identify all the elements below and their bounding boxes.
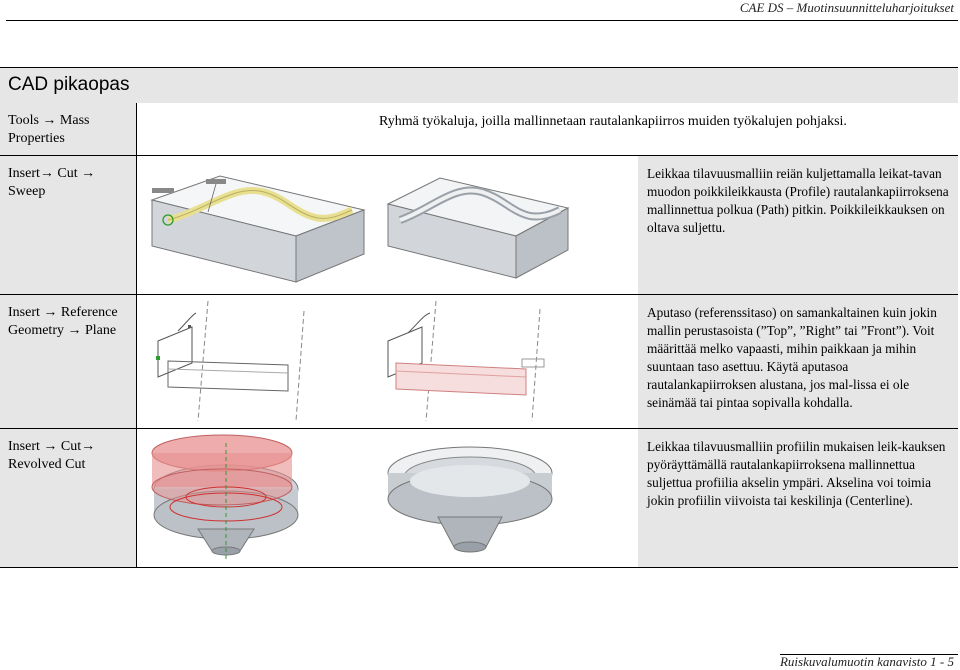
table-row-reference-plane [0, 295, 958, 429]
table-row-sweep-cut [0, 156, 958, 295]
command-cell [0, 156, 137, 294]
command-label: Insert→ Cut → Sweep [8, 166, 96, 199]
description-cell [638, 295, 958, 428]
header-rule [6, 20, 958, 21]
table-row-mass-properties [0, 103, 958, 156]
revolve-sketch-figure [148, 433, 306, 563]
description-text: Leikkaa tilavuusmalliin profiilin mukaisen leik-kauksen pyöräyttämällä rautalankapiirroksena mallinnettua suljettua profiilia akselin ympäri. Akselina voi toimia jokin profiilin viivoista tai keskilinja (Centerline). [647, 439, 946, 508]
revolve-result-figure [380, 437, 560, 559]
description-cell [137, 103, 958, 155]
page-title: CAD pikaopas [8, 74, 130, 95]
description-cell [638, 429, 958, 567]
plane-result-figure [380, 301, 556, 423]
command-cell [0, 295, 137, 428]
description-text: Aputaso (referenssitaso) on samankaltainen kuin jokin mallin perustasoista (”Top”, ”Right” tai ”Front”). Voit määrittää melko vapaasti, mihin paikkaan ja mihin suuntaan taso asettuu. Käytä aputasoa rautalankapiirroksen alustana, jos mal-lissa ei ole seinämää tai pintaa sopivalla kohdalla. [647, 305, 937, 410]
running-header: CAE DS – Muotinsuunnitteluharjoitukset [739, 0, 954, 15]
sweep-sketch-figure [146, 170, 370, 284]
command-label: Insert → Cut→ Revolved Cut [8, 439, 96, 472]
description-cell [638, 156, 958, 294]
table-row-revolved-cut [0, 429, 958, 568]
description-text: Ryhmä työkaluja, joilla mallinnetaan rautalankapiirros muiden työkalujen pohjaksi. [379, 114, 847, 129]
sweep-result-figure [384, 174, 572, 280]
plane-sketch-figure [148, 301, 318, 423]
page-footer: Ruiskuvalumuotin kanavisto 1 - 5 [779, 654, 954, 669]
command-label: Tools → Mass Properties [8, 113, 90, 146]
command-label: Insert → Reference Geometry → Plane [8, 305, 118, 338]
title-band [0, 67, 958, 105]
description-text: Leikkaa tilavuusmalliin reiän kuljettamalla leikat-tavan muodon poikkileikkausta (Profile) rautalankapiirroksena mallinnettua polkua (Path) pitkin. Poikkileikkauksen on oltava suljettu. [647, 166, 949, 235]
command-cell [0, 103, 137, 155]
command-cell [0, 429, 137, 567]
